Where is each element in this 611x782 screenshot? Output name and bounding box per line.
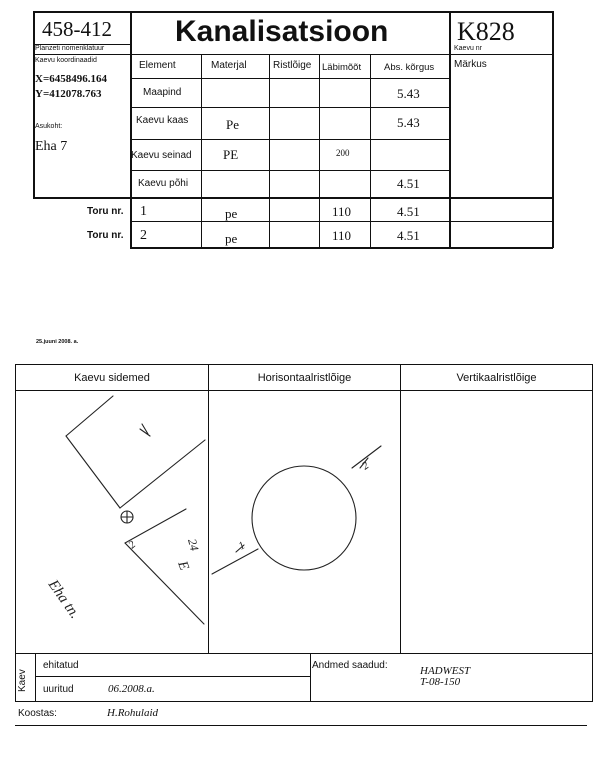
coordinates-label: Kaevu koordinaadid [35,57,97,64]
author-label: Koostas: [18,708,57,719]
note-header: Märkus [454,59,487,70]
col-height-header: Abs. kõrgus [384,62,435,73]
row-diameter: 200 [336,148,350,158]
hand-mark [140,424,150,436]
col-cross-section-header: Ristlõige [273,60,312,71]
row-element: Maapind [143,87,182,98]
pipe-height: 4.51 [397,228,420,243]
pipe-material: pe [225,206,238,221]
sketch-building-edge [120,440,205,508]
row-material: Pe [226,117,239,132]
data-source-code: T-08-150 [420,676,461,688]
well-caption: Kaevu nr [454,45,483,52]
col-diameter-header: Läbimõõt [322,62,362,73]
pipe-number: 1 [140,204,147,219]
x-coordinate: X=6458496.164 [35,73,107,85]
pipe-out-label: 2 [359,459,372,473]
sketch-pipe-line [125,509,186,543]
col-element-header: Element [139,60,176,71]
pipe-label: Toru nr. [87,230,124,241]
surveyed-label: uuritud [43,684,74,695]
pipe-in-line [212,549,258,574]
data-source-company: HADWEST [420,665,471,677]
sketch-label-e: E [174,559,192,573]
plan-caption: Planzeti nomenklatuur [35,45,105,52]
sketch-pipe-line [125,543,204,624]
pipe-height: 4.51 [397,204,420,219]
sketch-label-24: 24 [185,537,202,553]
pipe-diameter: 110 [332,228,352,243]
pipe-number: 2 [140,228,147,243]
document-date: 25.juuni 2008. a. [36,339,79,345]
sketch-label-1: 2 [126,538,139,552]
sketch-building-edge [66,436,120,508]
row-material: PE [223,147,239,162]
well-cross-section-circle [252,466,356,570]
built-label: ehitatud [43,660,79,671]
author-name: H.Rohulaid [107,707,159,719]
pipe-label: Toru nr. [87,206,124,217]
row-element: Kaevu seinad [131,150,192,161]
row-height: 5.43 [397,115,420,130]
row-height: 5.43 [397,86,420,101]
surveyed-date: 06.2008.a. [108,683,155,695]
well-number: K828 [457,17,515,46]
row-element: Kaevu kaas [136,115,189,126]
footer-block [15,654,593,702]
pipe-in-label: 1 [236,539,248,553]
pipe-diameter: 110 [332,204,352,219]
y-coordinate: Y=412078.763 [35,88,102,100]
col-connections-header: Kaevu sidemed [16,365,209,391]
row-element: Kaevu põhi [138,178,189,189]
pipe-material: pe [225,231,238,246]
col-material-header: Materjal [211,60,247,71]
plan-code: 458-412 [42,17,112,41]
location-label: Asukoht: [35,123,63,130]
page-title: Kanalisatsioon [175,15,389,48]
well-side-label: Kaev [17,669,28,692]
row-height: 4.51 [397,176,420,191]
col-horizontal-section-header: Horisontaalristlõige [209,365,401,391]
location-value: Eha 7 [35,139,68,154]
data-source-label: Andmed saadud: [312,660,388,671]
col-vertical-section-header: Vertikaalristlõige [401,365,592,391]
street-name: Eha tn. [44,577,83,622]
sketch-building-edge [66,396,113,436]
